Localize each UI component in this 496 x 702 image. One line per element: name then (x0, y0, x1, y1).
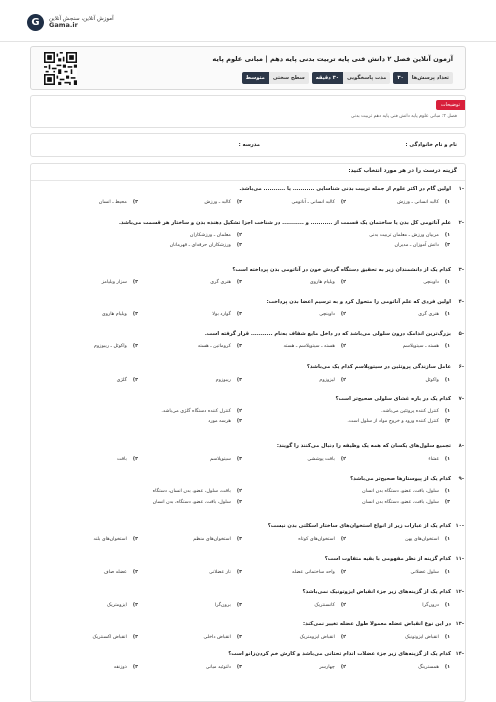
student-info-row (30, 133, 466, 157)
answer-option[interactable] (319, 312, 346, 317)
exam-header-card (30, 46, 466, 90)
question-number: -۵ (458, 331, 464, 337)
option-number: ۴) (236, 419, 242, 424)
question-number: -۳ (458, 267, 464, 273)
option-number: ۱) (444, 603, 450, 608)
question-stem (31, 621, 464, 627)
exam-meta (242, 72, 453, 84)
option-text: دلتوئید میانی (205, 665, 231, 670)
question-stem (31, 364, 464, 370)
option-number: ۲) (340, 635, 346, 640)
option-number: ۳) (236, 665, 242, 670)
answer-option[interactable] (362, 489, 450, 494)
question-text: کدام گزینه از نظر مفهومی با بقیه متفاوت است؟ (324, 556, 451, 562)
option-number: ۱) (444, 280, 450, 285)
option-number: ۳) (236, 570, 242, 575)
option-text: کنترل کننده دستگاه گلژی می‌باشد. (161, 409, 231, 414)
option-text: داوینچی (423, 280, 439, 285)
option-number: ۱) (444, 233, 450, 238)
option-number: ۴) (132, 603, 138, 608)
question-stem (31, 396, 464, 402)
duration-pill (312, 72, 391, 84)
question-number: -۷ (458, 396, 464, 402)
option-text: ورزشکاران حرفه‌ای ـ قهرمانان (169, 243, 231, 248)
gama-logo-icon: G (27, 14, 44, 31)
question-stem (31, 186, 464, 192)
option-text: مربیان ورزش ـ معلمان تربیت بدنی (369, 233, 439, 238)
question-text: کدام یک از گزینه‌های زیر جزء عضلات اندام تحتانی می‌باشد و کارش خم کردن‌زانو است؟ (228, 651, 451, 657)
option-text: سلول، بافت، عضو، دستگاه بدن انسان (362, 500, 439, 505)
option-text: ذوزنقه (113, 665, 127, 670)
option-number: ۳) (236, 312, 242, 317)
option-number: ۳) (236, 635, 242, 640)
option-number: ۲) (340, 378, 346, 383)
option-number: ۲) (236, 233, 242, 238)
question-stem (31, 220, 464, 226)
option-text: برون‌گرا (214, 603, 231, 608)
question-text: کدام یک از عبارات زیر از انواع استخوان‌های ساختار اسکلتی بدن نیست؟ (267, 523, 451, 529)
question-number: -۹ (458, 476, 464, 482)
description-box (30, 95, 466, 128)
option-number: ۱) (444, 344, 450, 349)
question-text: علم آناتومی کل بدن یا ساختمان یک قسمت از ........... و ........... در شناخت اجزا تشکیل دهنده بدن و ساختار هر قسمت می‌باشد. (118, 220, 451, 226)
option-text: ویلیام هاروی (309, 280, 335, 285)
answer-option[interactable] (92, 635, 138, 640)
question-stem (31, 476, 464, 482)
answer-option[interactable] (347, 419, 450, 424)
option-number: ۲) (340, 537, 346, 542)
option-number: ۴) (132, 312, 138, 317)
question-item (31, 476, 464, 505)
answer-option[interactable] (212, 312, 242, 317)
description-label: توضیحات (436, 100, 465, 110)
option-number: ۲) (340, 603, 346, 608)
option-number: ۲) (236, 489, 242, 494)
option-text: درون‌گرا (422, 603, 439, 608)
question-item (31, 220, 464, 248)
answer-option[interactable] (291, 200, 346, 205)
answer-option[interactable] (204, 635, 243, 640)
question-stem (31, 651, 464, 657)
option-number: ۲) (340, 665, 346, 670)
option-number: ۲) (340, 280, 346, 285)
question-text: تجمیع سلول‌های یکسان که همه یک وظیفه را دنبال می‌کنند را گویند: (276, 443, 451, 449)
option-number: ۳) (236, 537, 242, 542)
question-count-value: ۳۰ (393, 72, 407, 84)
answer-option[interactable] (418, 665, 450, 670)
option-number: ۳) (236, 603, 242, 608)
answer-option[interactable] (319, 378, 346, 383)
option-number: ۱) (444, 457, 450, 462)
option-number: ۳) (236, 344, 242, 349)
question-number: -۱۴ (455, 651, 464, 657)
answer-option[interactable] (93, 537, 138, 542)
answer-option[interactable] (161, 409, 242, 414)
option-number: ۱) (444, 489, 450, 494)
option-number: ۲) (340, 570, 346, 575)
answer-option[interactable] (102, 280, 138, 285)
option-number: ۴) (132, 570, 138, 575)
option-number: ۴) (132, 344, 138, 349)
question-item (31, 331, 464, 349)
option-text: سیتوپلاسم (210, 457, 231, 462)
option-text: واکوئل (425, 378, 439, 383)
answer-option[interactable] (104, 570, 138, 575)
option-text: دانش آموزان ـ مدیران (394, 243, 439, 248)
option-text: واکوئل ـ ریبوزوم (93, 344, 127, 349)
question-number: -۶ (458, 364, 464, 370)
difficulty-label: سطح سختی (269, 72, 309, 84)
option-text: واحد ساختمانی عضله (292, 570, 335, 575)
section-heading: گزینه درست را در هر مورد انتخاب کنید: (348, 168, 457, 174)
question-text: اولین فردی که علم آناتومی را متحول کرد و به ترسیم اعضا بدن پرداخت: (266, 299, 451, 305)
question-text: بزرگ‌ترین اندامک درون سلولی می‌باشد که در داخل مایع شفاف به‌نام ........... قرار گرفته است. (204, 331, 451, 337)
answer-option[interactable] (208, 419, 242, 424)
option-text: استخوان‌های منظم (193, 537, 231, 542)
answer-option[interactable] (190, 233, 242, 238)
option-number: ۴) (132, 457, 138, 462)
option-text: ویلیام هاروی (101, 312, 127, 317)
option-text: لیزوزوم (319, 378, 335, 383)
brand[interactable] (27, 14, 114, 31)
option-text: کنترل کننده پروتئین می‌باشد. (381, 409, 439, 414)
option-number: ۴) (132, 665, 138, 670)
question-text: اولین گام در اکثر علوم از جمله تربیت بدنی شناسایی ........... یا ........... می‌باشد. (239, 186, 451, 192)
option-text: انقباض اکسنتریک (92, 635, 127, 640)
option-text: همسترینگ (418, 665, 439, 670)
answer-option[interactable] (215, 603, 242, 608)
question-text: در این نوع انقباض عضله معمولا طول عضله تغییر نمی‌کند: (303, 621, 451, 627)
answer-option[interactable] (369, 233, 450, 238)
question-item (31, 523, 464, 542)
question-stem (31, 331, 464, 337)
option-number: ۳) (444, 500, 450, 505)
option-text: استخوان‌های پهن (405, 537, 439, 542)
option-number: ۲) (340, 344, 346, 349)
option-text: معلمان ـ ورزشکاران (189, 233, 231, 238)
option-number: ۴) (132, 200, 138, 205)
option-text: محیط ـ انسان (98, 200, 127, 205)
option-number: ۳) (444, 243, 450, 248)
option-number: ۲) (340, 200, 346, 205)
option-number: ۱) (444, 409, 450, 414)
question-count-label: تعداد پرسش‌ها (408, 72, 453, 84)
duration-value: ۳۰ دقیقه (312, 72, 343, 84)
option-text: گلژی (116, 378, 127, 383)
option-text: تار عضلانی (209, 570, 231, 575)
difficulty-value: متوسط (242, 72, 269, 84)
question-text: کدام یک از دانشمندان زیر به تحقیق دستگاه گردش خون در آناتومی بدن پرداخته است؟ (232, 267, 451, 273)
option-text: ایزومتریک (106, 603, 127, 608)
question-stem (31, 299, 464, 305)
answer-option[interactable] (210, 457, 242, 462)
answer-option[interactable] (422, 603, 450, 608)
option-text: انقباض ایزومتریک (299, 635, 335, 640)
answer-option[interactable] (307, 457, 346, 462)
option-text: کالبد انسانی ـ آناتومی (291, 200, 335, 205)
brand-url: Gama.ir (49, 20, 78, 29)
answer-option[interactable] (117, 378, 138, 383)
question-stem (31, 267, 464, 273)
question-number: -۱ (458, 186, 464, 192)
question-stem (31, 589, 464, 595)
question-item (31, 299, 464, 317)
answer-option[interactable] (394, 243, 450, 248)
duration-label: مدت پاسخگویی (343, 72, 390, 84)
answer-option[interactable] (425, 378, 450, 383)
question-number: -۱۳ (455, 621, 464, 627)
answer-option[interactable] (397, 200, 450, 205)
question-item (31, 186, 464, 205)
option-number: ۲) (340, 312, 346, 317)
answer-option[interactable] (204, 200, 242, 205)
option-number: ۳) (236, 200, 242, 205)
question-stem (31, 556, 464, 562)
answer-option[interactable] (102, 312, 138, 317)
option-number: ۴) (132, 280, 138, 285)
question-number: -۱۱ (455, 556, 464, 562)
option-number: ۴) (236, 500, 242, 505)
option-text: کالبد انسانی ـ ورزش (397, 200, 439, 205)
option-number: ۳) (444, 419, 450, 424)
option-text: داوینچی (319, 312, 335, 317)
option-number: ۱) (444, 312, 450, 317)
answer-option[interactable] (114, 665, 138, 670)
option-number: ۱) (444, 665, 450, 670)
option-number: ۴) (236, 243, 242, 248)
answer-option[interactable] (300, 635, 346, 640)
top-bar (0, 0, 496, 42)
school-label: مدرسه : (238, 142, 260, 148)
question-count-pill (393, 72, 453, 84)
question-item (31, 651, 464, 670)
option-text: سلول، بافت، عضو، دستگاه، بدن انسان (152, 500, 231, 505)
option-number: ۱) (444, 537, 450, 542)
answer-option[interactable] (405, 635, 450, 640)
answer-option[interactable] (423, 280, 450, 285)
option-text: انقباض ایزوتونیک (405, 635, 439, 640)
option-number: ۴) (132, 378, 138, 383)
answer-option[interactable] (292, 570, 346, 575)
option-text: غشاء (428, 457, 439, 462)
option-text: سلول، بافت، عضو، دستگاه بدن انسان (362, 489, 439, 494)
option-text: کروماتین ـ هسته (197, 344, 231, 349)
option-text: چهارسر (319, 665, 335, 670)
question-item (31, 396, 464, 424)
question-number: -۸ (458, 443, 464, 449)
option-text: استخوان‌های بلند (93, 537, 127, 542)
brand-name: آموزش آنلاین، سنجش آنلاین (49, 15, 114, 22)
answer-option[interactable] (411, 570, 450, 575)
option-text: هسته ـ سیتوپلاسم ـ هسته (283, 344, 335, 349)
answer-option[interactable] (418, 312, 450, 317)
option-text: بافت پوششی (307, 457, 335, 462)
answer-option[interactable] (206, 665, 242, 670)
answer-option[interactable] (319, 665, 346, 670)
option-text: سزار ویلیامز (101, 280, 127, 285)
question-number: -۲ (458, 220, 464, 226)
question-item (31, 556, 464, 575)
difficulty-pill (242, 72, 309, 84)
option-text: هرسه مورد (208, 419, 231, 424)
option-text: بافت، سلول، عضو، بدن انسان، دستگاه (152, 489, 231, 494)
question-stem (31, 443, 464, 449)
option-number: ۲) (340, 457, 346, 462)
answer-option[interactable] (216, 378, 242, 383)
student-name-label: نام و نام خانوادگی : (405, 142, 457, 148)
answer-option[interactable] (362, 500, 450, 505)
option-text: گوارد بولا (212, 312, 231, 317)
option-text: هنری گری (418, 312, 439, 317)
answer-option[interactable] (283, 344, 346, 349)
qr-code-icon (44, 52, 77, 85)
question-item (31, 589, 464, 608)
answer-option[interactable] (107, 603, 138, 608)
question-item (31, 443, 464, 462)
answer-option[interactable] (117, 457, 138, 462)
question-number: -۱۲ (455, 589, 464, 595)
answer-option[interactable] (210, 280, 242, 285)
option-number: ۲) (236, 409, 242, 414)
question-item (31, 621, 464, 640)
description-text: فصل ۲: مبانی علوم پایه دانش فنی پایه دهم تربیت بدنی (350, 114, 457, 119)
answer-option[interactable] (405, 537, 450, 542)
option-number: ۱) (444, 200, 450, 205)
answer-option[interactable] (153, 500, 242, 505)
answer-option[interactable] (298, 537, 346, 542)
answer-option[interactable] (314, 603, 346, 608)
section-divider (31, 180, 465, 181)
answer-option[interactable] (193, 537, 242, 542)
question-number: -۴ (458, 299, 464, 305)
question-item (31, 364, 464, 383)
answer-option[interactable] (428, 457, 450, 462)
option-text: کانسنتریک (314, 603, 335, 608)
answer-option[interactable] (198, 344, 242, 349)
option-text: کالبد ـ ورزش (204, 200, 231, 205)
question-text: کدام یک از پیوستارها صحیح‌تر می‌باشد؟ (350, 476, 451, 482)
option-text: استخوان‌های کوتاه (298, 537, 335, 542)
option-text: کنترل کننده ورود و خروج مواد از سلول است. (347, 419, 439, 424)
option-number: ۳) (236, 280, 242, 285)
answer-option[interactable] (99, 200, 138, 205)
question-item (31, 267, 464, 285)
option-text: هسته ـ سیتوپلاسم (402, 344, 439, 349)
option-text: هنری گری (210, 280, 231, 285)
answer-option[interactable] (381, 409, 450, 414)
option-number: ۴) (132, 537, 138, 542)
answer-option[interactable] (209, 570, 242, 575)
question-stem (31, 523, 464, 529)
question-number: -۱۰ (455, 523, 464, 529)
option-text: ریبوزوم (215, 378, 231, 383)
answer-option[interactable] (403, 344, 450, 349)
option-number: ۱) (444, 378, 450, 383)
question-text: کدام یک در باره غشای سلولی صحیح‌تر است؟ (335, 396, 451, 402)
option-text: انقباض داخلی (203, 635, 231, 640)
option-number: ۱) (444, 570, 450, 575)
answer-option[interactable] (310, 280, 346, 285)
option-text: بافت (117, 457, 127, 462)
option-text: عضله صاف (103, 570, 127, 575)
option-number: ۳) (236, 457, 242, 462)
option-number: ۴) (132, 635, 138, 640)
answer-option[interactable] (170, 243, 242, 248)
option-number: ۳) (236, 378, 242, 383)
question-text: عامل سازندگی پروتئین در سیتوپلاسم کدام یک می‌باشد؟ (306, 364, 451, 370)
answer-option[interactable] (153, 489, 242, 494)
option-number: ۱) (444, 635, 450, 640)
exam-title: آزمون آنلاین فصل ۲ دانش فنی پایه تربیت بدنی پایه دهم | مبانی علوم پایه (212, 55, 453, 63)
question-text: کدام یک از گزینه‌های زیر جزء انقباض ایزوتونیک نمی‌باشد؟ (302, 589, 451, 595)
answer-option[interactable] (94, 344, 138, 349)
option-text: سلول عضلانی (410, 570, 439, 575)
